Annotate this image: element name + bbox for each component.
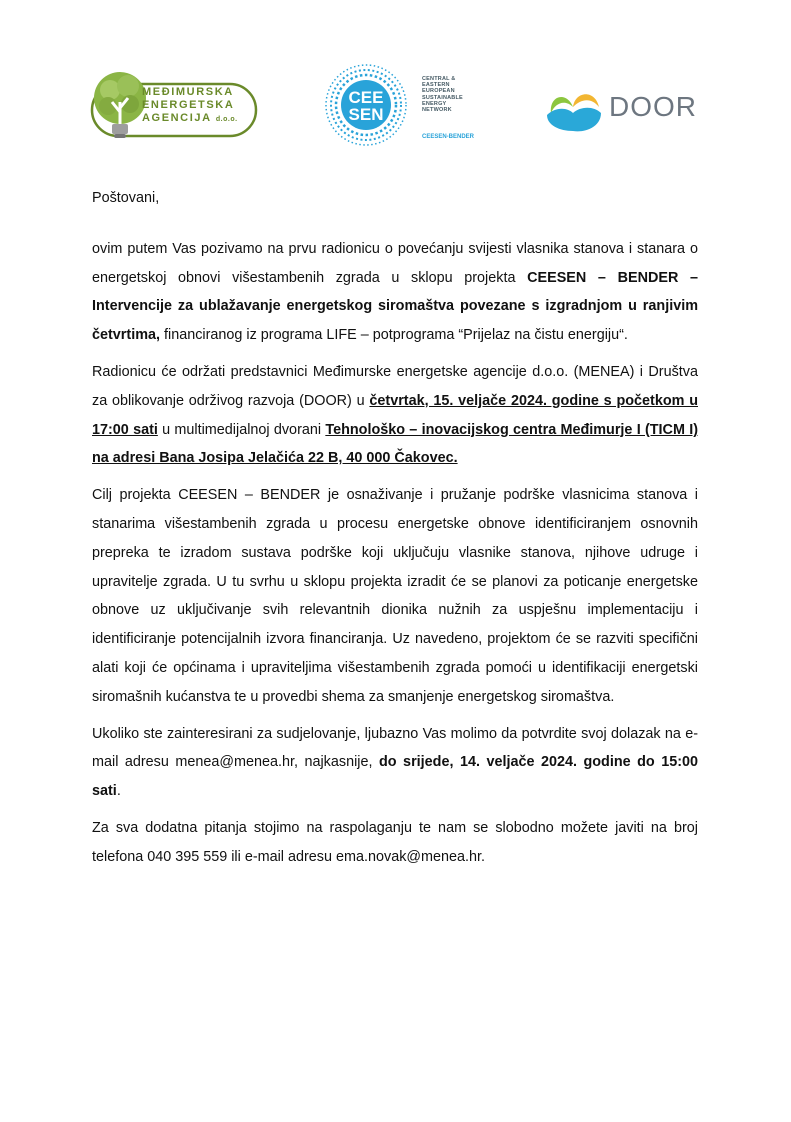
paragraph-project-goal: Cilj projekta CEESEN – BENDER je osnaživanje i pružanje podrške vlasnicima stanova i stanarima višestambenih zgrada u procesu energetske obnove identificiranjem osnovnih prepreka te izradom sustava podrške koji uključuju vlasnike stanova, njihove udruge i upravitelje zgrada. U tu svrhu u sklopu projekta izradit će se planovi za poticanje energetske obnove uz uključivanje svih relevantnih dionika nužnih za uspješnu implementaciju i identificiranje potencijalnih izvora financiranja. Uz navedeno, projektom će se razviti specifični alati koji će općinama i upraviteljima višestambenih zgrada pomoći u identifikaciji energetski siromašnih kućanstva te u provedbi shema za smanjenje energetskog siromaštva. [92,487,698,705]
ceesen-dotted-circle-icon [314,60,424,150]
paragraph-event-details: Radionicu će održati predstavnici Međimurske energetske agencije d.o.o. (MENEA) i Društva za oblikovanje održivog razvoja (DOOR) u četvrtak, 15. veljače 2024. godine s početkom u 17:00 sati u multimedijalnoj dvorani Tehnološko – inovacijskog centra Međimurje I (TICM I) na adresi Bana Josipa Jelačića 22 B, 40 000 Čakovec. [92,363,698,467]
greeting: Poštovani, [92,190,160,206]
event-date: četvrtak, 15. veljače 2024. godine s početkom u 17:00 sati [92,392,698,438]
paragraph-invitation: ovim putem Vas pozivamo na prvu radionicu o povećanju svijesti vlasnika stanova i stanara o energetskoj obnovi višestambenih zgrada u sklopu projekta CEESEN – BENDER – Intervencije za ublažavanje energetskog siromaštva povezane s izgradnjom u ranjivim četvrtima, financiranog iz programa LIFE – potprograma “Prijelaz na čistu energiju“. [92,240,698,344]
paragraph-rsvp: Ukoliko ste zainteresirani za sudjelovanje, ljubazno Vas molimo da potvrdite svoj dolazak na e-mail adresu menea@menea.hr, najkasnije, do srijede, 14. veljače 2024. godine do 15:00 sati. [92,725,699,800]
door-logo [545,85,705,135]
svg-text:CEE: CEE [348,88,384,107]
ceesen-logo [314,60,494,150]
svg-text:SEN: SEN [348,105,384,124]
door-logo-text: DOOR [609,91,697,122]
rsvp-deadline: do srijede, 14. veljače 2024. godine do 15:00 sati [92,754,699,800]
ceesen-network-text: CENTRAL & EASTERN EUROPEAN SUSTAINABLE ENERGY NETWORK [422,76,463,114]
menea-logo-text: MEĐIMURSKA ENERGETSKA AGENCIJA d.o.o. [142,86,238,124]
menea-logo [90,68,258,140]
project-title: CEESEN – BENDER – Intervencije za ublažavanje energetskog siromaštva povezane s izgradnjom u ranjivim četvrtima, [92,269,698,344]
letter-body [92,184,698,880]
header-logos [0,60,791,150]
paragraph-contact: Za sva dodatna pitanja stojimo na raspolaganju te nam se slobodno možete javiti na broj telefona 040 395 559 ili e-mail adresu ema.novak@menea.hr. [92,819,698,865]
door-leaf-icon [545,85,605,135]
event-location: Tehnološko – inovacijskog centra Međimurje I (TICM I) na adresi Bana Josipa Jelačića 22 B, 40 000 Čakovec. [92,421,698,467]
ceesen-bender-label: CEESEN-BENDER [422,134,475,140]
